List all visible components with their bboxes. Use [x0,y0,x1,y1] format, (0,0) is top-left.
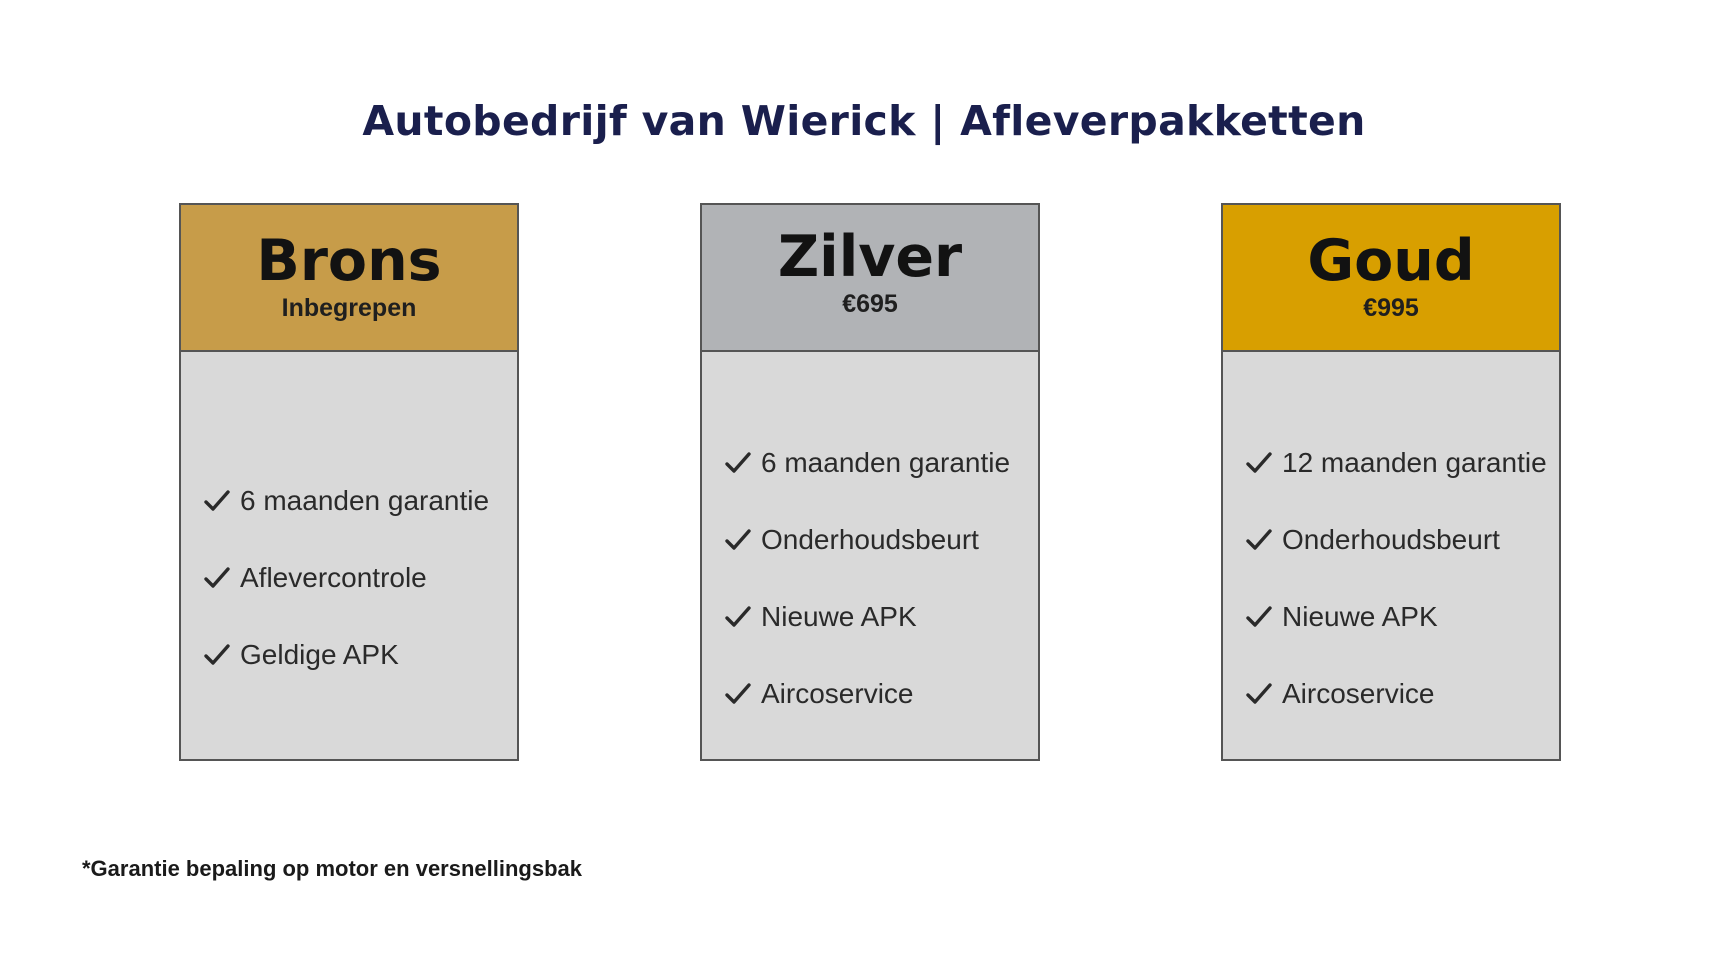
feature-label: Nieuwe APK [1282,600,1438,632]
feature-item [1245,501,1559,578]
check-icon [203,487,231,515]
package-name: Brons [256,228,442,294]
package-name: Goud [1307,228,1475,294]
feature-label: Geldige APK [240,638,399,670]
check-icon [203,641,231,669]
feature-list [702,352,1038,732]
check-icon [724,526,752,554]
feature-label: Onderhoudsbeurt [1282,523,1500,555]
package-card-zilver [700,203,1040,761]
feature-item [724,424,1038,501]
package-header-brons [181,205,517,352]
feature-label: 6 maanden garantie [761,446,1011,478]
feature-item [203,539,517,616]
check-icon [1245,603,1273,631]
feature-label: Aflevercontrole [240,561,427,593]
feature-list [181,352,517,693]
feature-label: Nieuwe APK [761,600,917,632]
feature-item [1245,655,1559,732]
feature-item [724,655,1038,732]
feature-item [1245,424,1559,501]
check-icon [1245,526,1273,554]
package-price: €695 [842,290,898,318]
check-icon [203,564,231,592]
package-card-brons [179,203,519,761]
feature-item [724,578,1038,655]
feature-item [203,616,517,693]
page-title: Autobedrijf van Wierick | Afleverpakketten [362,97,1366,146]
feature-item [1245,578,1559,655]
feature-label: Aircoservice [761,677,914,709]
feature-item [203,462,517,539]
package-card-goud [1221,203,1561,761]
check-icon [724,603,752,631]
check-icon [724,680,752,708]
package-name: Zilver [777,224,963,290]
check-icon [1245,680,1273,708]
feature-item [724,501,1038,578]
package-price: €995 [1363,294,1419,322]
feature-list [1223,352,1559,732]
package-header-zilver [702,205,1038,352]
check-icon [1245,449,1273,477]
feature-label: 12 maanden garantie [1282,446,1547,478]
feature-label: 6 maanden garantie [240,484,490,516]
package-price: Inbegrepen [281,294,417,322]
feature-label: Aircoservice [1282,677,1435,709]
feature-label: Onderhoudsbeurt [761,523,979,555]
package-header-goud [1223,205,1559,352]
footnote: *Garantie bepaling op motor en versnellingsbak [82,856,583,881]
check-icon [724,449,752,477]
